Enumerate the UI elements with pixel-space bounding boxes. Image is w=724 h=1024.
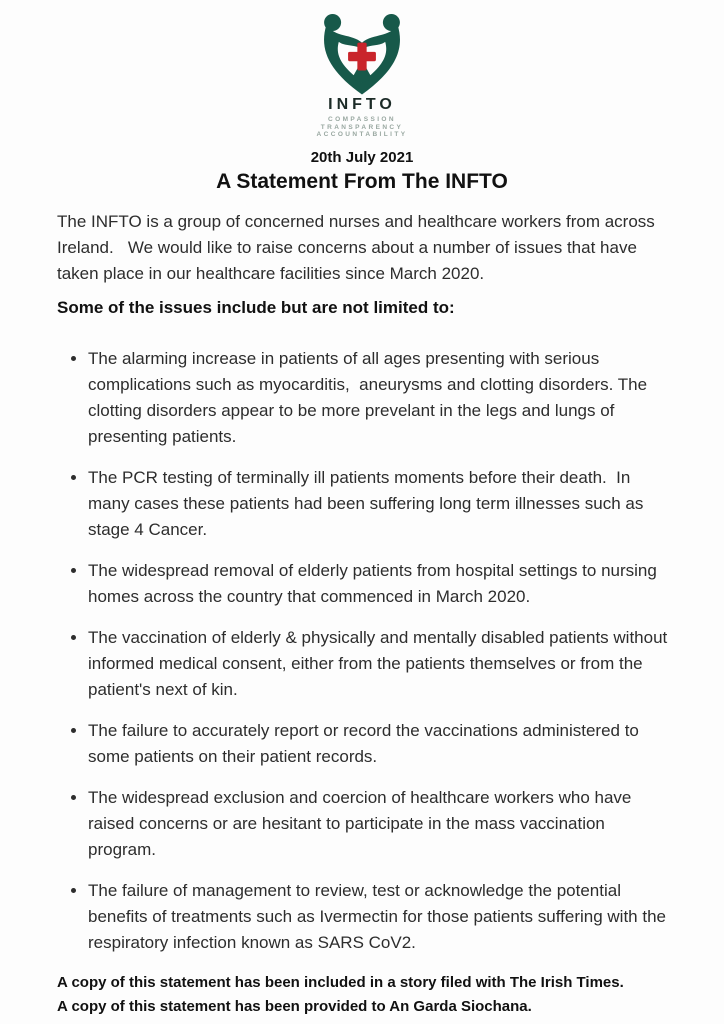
logo-tagline [0, 116, 724, 139]
footer-note-garda: A copy of this statement has been provided to An Garda Siochana. [57, 997, 532, 1015]
issues-list [57, 346, 672, 956]
footer-note-irish-times: A copy of this statement has been included in a story filed with The Irish Times. [57, 973, 624, 991]
infto-logo [0, 0, 724, 139]
issue-item-records: • The failure to accurately report or record the vaccinations administered to some patients on their patient records. [88, 718, 672, 770]
logo-tagline-line-1: COMPASSION [328, 116, 396, 123]
statement-date: 20th July 2021 [310, 148, 414, 166]
issue-item-pcr-testing: • The PCR testing of terminally ill patients moments before their death. In many cases these patients had been suffering long term illnesses such as stage 4 Cancer. [88, 465, 672, 543]
issue-item-consent: • The vaccination of elderly & physically and mentally disabled patients without informed medical consent, either from the patients themselves or from the patient's next of kin. [88, 625, 672, 703]
issues-heading: Some of the issues include but are not limited to: [57, 297, 455, 317]
logo-wordmark: INFTO [328, 96, 396, 113]
logo-tagline-line-2: TRANSPARENCY [320, 123, 404, 131]
issue-item-treatments: • The failure of management to review, test or acknowledge the potential benefits of treatments such as Ivermectin for those patients suffering with the respiratory infection known as SARS CoV2. [88, 878, 672, 956]
page-title: A Statement From The INFTO [216, 169, 508, 193]
logo-tagline-line-3: ACCOUNTABILITY [316, 131, 408, 138]
statement-body [0, 209, 724, 1019]
issue-item-complications: • The alarming increase in patients of all ages presenting with serious complications such as myocarditis, aneurysms and clotting disorders. The clotting disorders appear to be more prevelant in the legs and lungs of presenting patients. [88, 346, 672, 450]
infto-shield-cross-icon [310, 14, 414, 96]
issue-item-exclusion: • The widespread exclusion and coercion of healthcare workers who have raised concerns or are hesitant to participate in the mass vaccination program. [88, 785, 672, 863]
issue-item-elderly-removal: • The widespread removal of elderly patients from hospital settings to nursing homes across the country that commenced in March 2020. [88, 558, 672, 610]
intro-paragraph: The INFTO is a group of concerned nurses and healthcare workers from across Ireland. We would like to raise concerns about a number of issues that have taken place in our healthcare facilities since March 2020. [57, 211, 660, 283]
footer-notes [57, 971, 672, 1019]
